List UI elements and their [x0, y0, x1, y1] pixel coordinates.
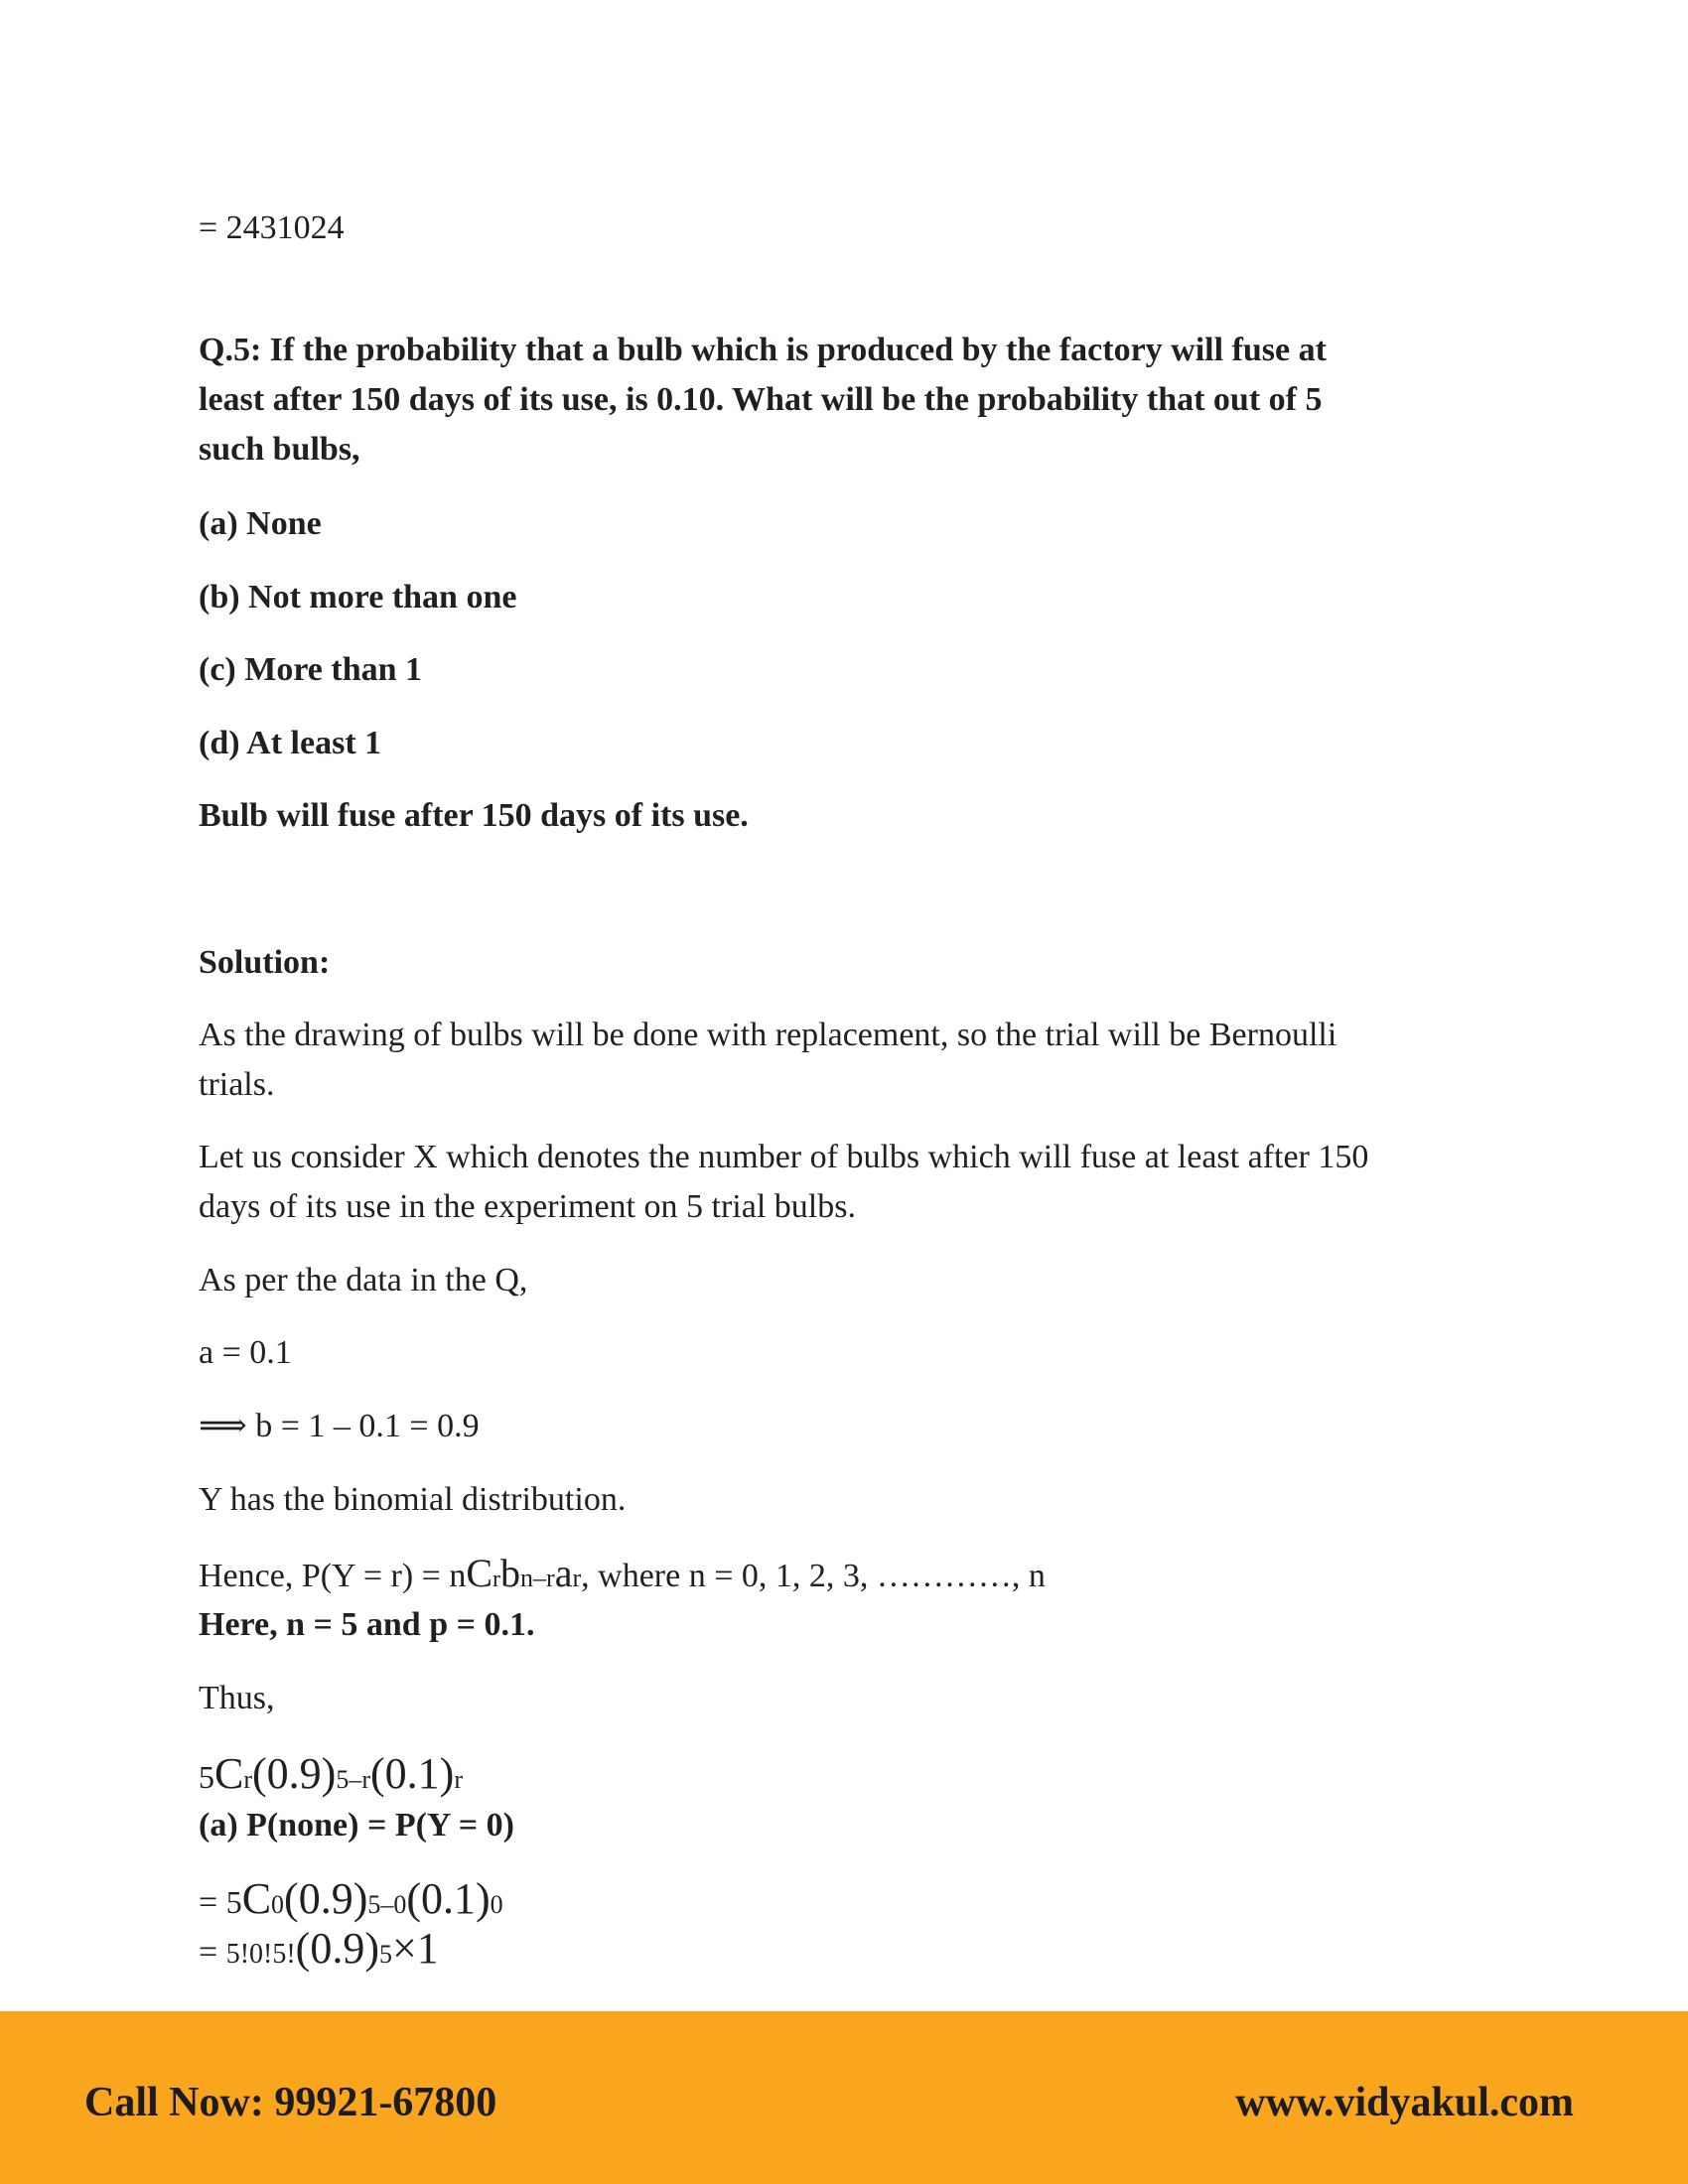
- formula-b: b: [500, 1551, 521, 1595]
- part-a-step-1: [199, 1874, 503, 1930]
- solution-paragraph-3: As per the data in the Q,: [199, 1262, 528, 1298]
- part-a-step-2: [199, 1924, 439, 1979]
- equation-a: a = 0.1: [199, 1334, 292, 1371]
- formula-C: C: [466, 1551, 493, 1595]
- formula-n: n: [449, 1558, 467, 1594]
- question-line-1: Q.5: If the probability that a bulb which is produced by the factory will fuse at: [199, 332, 1327, 368]
- step1-r: 0: [271, 1890, 285, 1919]
- formula-prefix: Hence, P(Y = r) =: [199, 1558, 450, 1594]
- general-base-2: (0.1): [370, 1749, 455, 1798]
- question-line-2: least after 150 days of its use, is 0.10. What will be the probability that out of 5: [199, 381, 1323, 418]
- general-exp-1: 5–r: [336, 1765, 371, 1794]
- given-values: Here, n = 5 and p = 0.1.: [199, 1606, 535, 1643]
- formula-suffix: , where n = 0, 1, 2, 3, …………, n: [581, 1558, 1046, 1594]
- solution-paragraph-1-line-2: trials.: [199, 1066, 275, 1103]
- step1-exp-2: 0: [490, 1890, 503, 1919]
- general-n: 5: [199, 1759, 214, 1795]
- formula-n-minus-r: n–r: [520, 1564, 555, 1592]
- solution-heading: Solution:: [199, 944, 331, 981]
- formula-r2: r: [572, 1564, 582, 1592]
- call-now-text[interactable]: Call Now: 99921-67800: [84, 2080, 497, 2125]
- solution-paragraph-2-line-2: days of its use in the experiment on 5 trial bulbs.: [199, 1188, 856, 1225]
- option-a: (a) None: [199, 505, 322, 542]
- general-base-1: (0.9): [252, 1749, 337, 1798]
- step2-times: ×1: [391, 1924, 439, 1973]
- step1-C: C: [241, 1874, 272, 1923]
- step2-base: (0.9): [295, 1924, 379, 1973]
- question-note: Bulb will fuse after 150 days of its use.: [199, 797, 749, 834]
- equation-b: ⟹ b = 1 – 0.1 = 0.9: [199, 1408, 480, 1444]
- solution-paragraph-2-line-1: Let us consider X which denotes the number of bulbs which will fuse at least after 150: [199, 1139, 1369, 1175]
- binomial-statement: Y has the binomial distribution.: [199, 1481, 627, 1518]
- option-c: (c) More than 1: [199, 651, 423, 688]
- option-b: (b) Not more than one: [199, 579, 517, 615]
- option-d: (d) At least 1: [199, 725, 382, 761]
- footer-banner: [0, 2011, 1688, 2184]
- thus-label: Thus,: [199, 1680, 275, 1716]
- general-exp-2: r: [454, 1765, 463, 1794]
- step1-n: 5: [225, 1884, 242, 1920]
- step2-eq: =: [199, 1934, 226, 1971]
- previous-result: = 2431024: [199, 209, 345, 246]
- general-term: [199, 1749, 463, 1805]
- question-line-3: such bulbs,: [199, 431, 360, 468]
- formula-a: a: [554, 1551, 573, 1595]
- step1-base-1: (0.9): [284, 1874, 368, 1923]
- formula-r: r: [492, 1567, 501, 1592]
- step1-base-2: (0.1): [406, 1874, 491, 1923]
- general-r: r: [243, 1765, 253, 1794]
- binomial-formula: [199, 1549, 1046, 1604]
- general-C: C: [214, 1749, 244, 1798]
- step2-exp: 5: [378, 1940, 392, 1969]
- website-link[interactable]: www.vidyakul.com: [1235, 2080, 1574, 2125]
- step2-fraction: 5!0!5!: [225, 1939, 296, 1970]
- part-a-heading: (a) P(none) = P(Y = 0): [199, 1807, 514, 1843]
- step1-exp-1: 5–0: [367, 1890, 407, 1919]
- solution-paragraph-1-line-1: As the drawing of bulbs will be done with replacement, so the trial will be Bernoulli: [199, 1017, 1337, 1053]
- step1-eq: =: [199, 1884, 226, 1921]
